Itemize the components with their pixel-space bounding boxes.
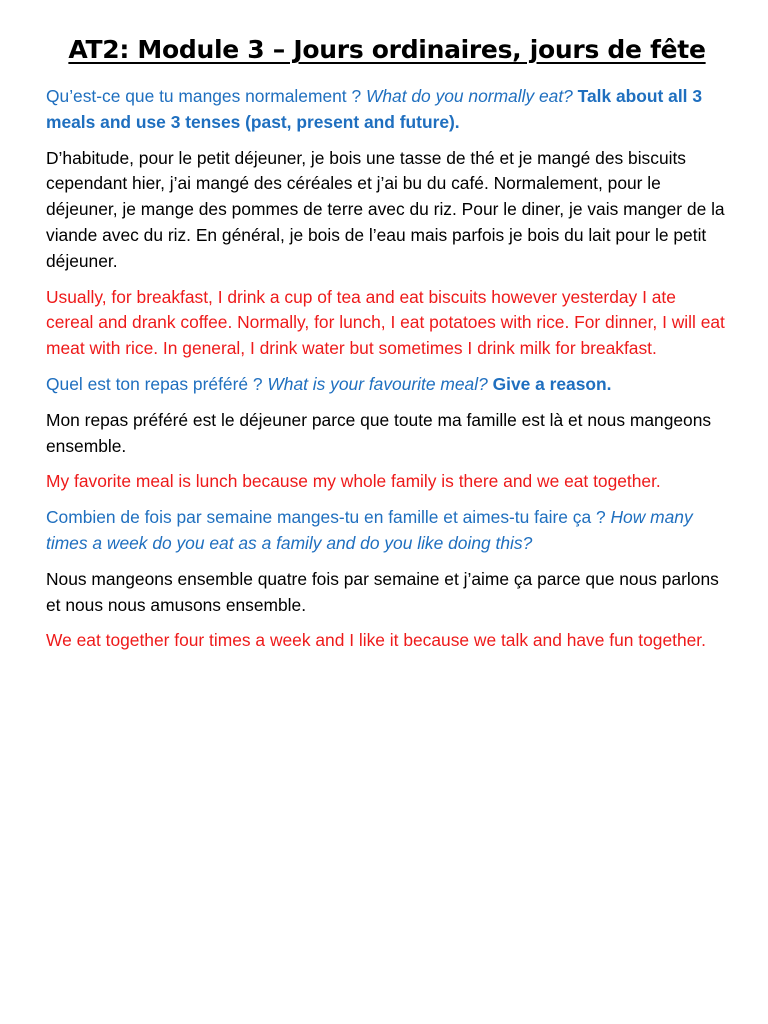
answer-2-translation: My favorite meal is lunch because my whole family is there and we eat together. [46,471,661,492]
question-1-english: What do you normally eat? [365,86,573,106]
question-3 [46,505,728,557]
answer-1-translation: Usually, for breakfast, I drink a cup of tea and eat biscuits however yesterday I ate cereal and drank coffee. Normally, for lunch, I eat potatoes with rice. For dinner, I will eat meat with rice. In general, I drink water but sometimes I drink milk for breakfast. [46,286,725,359]
answer-3-french: Nous mangeons ensemble quatre fois par semaine et j’aime ça parce que nous parlons et nous nous amusons ensemble. [46,568,719,615]
answer-2-french: Mon repas préféré est le déjeuner parce que toute ma famille est là et nous mangeons ensemble. [46,409,712,456]
answer-1-french: D’habitude, pour le petit déjeuner, je bois une tasse de thé et je mangé des biscuits cependant hier, j’ai mangé des céréales et j’ai bu du café. Normalement, pour le déjeuner, je mange des pommes de terre avec du riz. Pour le diner, je vais manger de la viande avec du riz. En général, je bois de l’eau mais parfois je bois du lait pour le petit déjeuner. [46,147,725,271]
question-1 [46,84,728,136]
question-3-english: How many times a week do you eat as a family and do you like doing this? [46,507,693,553]
question-2 [46,372,728,398]
question-1-french: Qu’est-ce que tu manges normalement ? [46,86,366,106]
question-2-instruction: Give a reason. [487,373,612,394]
page-title: AT2: Module 3 – Jours ordinaires, jours de fête [68,35,706,64]
question-2-french: Quel est ton repas préféré ? [46,373,268,394]
answer-3-translation: We eat together four times a week and I like it because we talk and have fun together. [46,630,706,651]
question-1-instruction: Talk about all 3 meals and use 3 tenses (past, present and future). [46,86,703,132]
question-2-english: What is your favourite meal? [267,373,488,394]
question-3-french: Combien de fois par semaine manges-tu en famille et aimes-tu faire ça ? [46,507,611,528]
